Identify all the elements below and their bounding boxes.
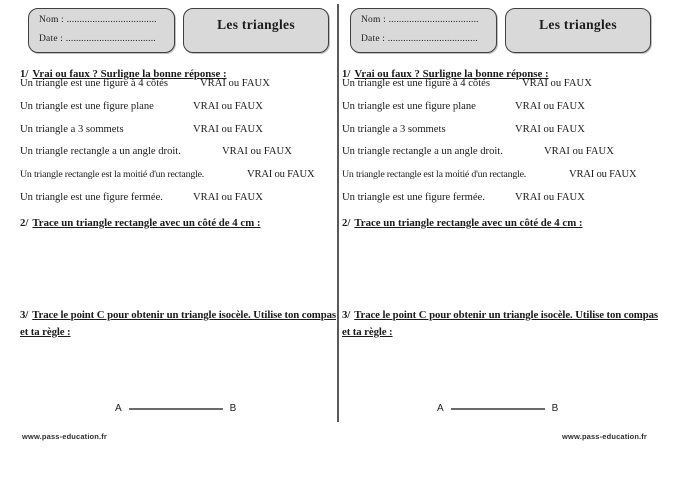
segment-line [451, 408, 545, 410]
worksheet-title: Les triangles [539, 17, 617, 32]
true-false-list [20, 78, 338, 215]
section3-number: 3/ [20, 309, 29, 321]
section3-number: 3/ [342, 309, 351, 321]
footer-url: www.pass-education.fr [22, 432, 107, 441]
name-date-box [350, 8, 497, 53]
footer-url: www.pass-education.fr [562, 432, 647, 441]
point-b-label: B [551, 403, 559, 414]
true-false-row [20, 192, 338, 215]
statement-text: Un triangle est une figure fermée. [20, 191, 163, 203]
worksheet-title-box [183, 8, 329, 53]
true-false-row [20, 169, 338, 192]
section2-heading [342, 215, 582, 232]
vrai-faux-answer: VRAI ou FAUX [515, 191, 585, 203]
vrai-faux-answer: VRAI ou FAUX [515, 100, 585, 112]
true-false-row [342, 101, 660, 124]
section1-heading-text: Vrai ou faux ? Surligne la bonne réponse : [354, 68, 549, 80]
name-label: Nom : ................................... [39, 15, 157, 25]
name-label: Nom : ................................... [361, 15, 479, 25]
section1-number: 1/ [342, 68, 351, 80]
section2-number: 2/ [20, 217, 29, 229]
segment-ab [115, 403, 236, 414]
date-label: Date : ................................... [361, 34, 478, 44]
true-false-row [342, 78, 660, 101]
statement-text: Un triangle a 3 sommets [342, 123, 446, 135]
section2-heading-text: Trace un triangle rectangle avec un côté de 4 cm : [32, 217, 261, 229]
column-divider-line [337, 4, 339, 422]
statement-text: Un triangle est une figure à 4 côtés [342, 78, 490, 89]
section2-number: 2/ [342, 217, 351, 229]
statement-text: Un triangle rectangle est la moitié d'un rectangle. [342, 169, 527, 181]
statement-text: Un triangle rectangle a un angle droit. [342, 146, 503, 158]
true-false-row [20, 101, 338, 124]
worksheet-title-box [505, 8, 651, 53]
statement-text: Un triangle a 3 sommets [20, 123, 124, 135]
segment-ab [437, 403, 558, 414]
statement-text: Un triangle est une figure plane [20, 100, 154, 112]
section3-heading-text: Trace le point C pour obtenir un triangle isocèle. Utilise ton compas et ta règle : [342, 309, 658, 338]
vrai-faux-answer: VRAI ou FAUX [544, 146, 614, 158]
section1-heading-text: Vrai ou faux ? Surligne la bonne réponse : [32, 68, 227, 80]
statement-text: Un triangle est une figure fermée. [342, 191, 485, 203]
name-date-box [28, 8, 175, 53]
vrai-faux-answer: VRAI ou FAUX [569, 169, 637, 181]
statement-text: Un triangle rectangle est la moitié d'un rectangle. [20, 169, 205, 181]
true-false-row [342, 169, 660, 192]
section3-heading-text: Trace le point C pour obtenir un triangle isocèle. Utilise ton compas et ta règle : [20, 309, 336, 338]
worksheet-column-right [342, 0, 660, 480]
vrai-faux-answer: VRAI ou FAUX [193, 191, 263, 203]
true-false-row [20, 124, 338, 147]
date-label: Date : ................................... [39, 34, 156, 44]
worksheet-column-left [20, 0, 338, 480]
statement-text: Un triangle rectangle a un angle droit. [20, 146, 181, 158]
point-b-label: B [229, 403, 237, 414]
true-false-row [342, 146, 660, 169]
section3-heading [342, 307, 659, 340]
vrai-faux-answer: VRAI ou FAUX [193, 123, 263, 135]
true-false-row [342, 192, 660, 215]
true-false-list [342, 78, 660, 215]
vrai-faux-answer: VRAI ou FAUX [522, 78, 592, 89]
statement-text: Un triangle est une figure à 4 côtés [20, 78, 168, 89]
vrai-faux-answer: VRAI ou FAUX [515, 123, 585, 135]
point-a-label: A [115, 403, 122, 414]
vrai-faux-answer: VRAI ou FAUX [247, 169, 315, 181]
statement-text: Un triangle est une figure plane [342, 100, 476, 112]
point-a-label: A [437, 403, 444, 414]
vrai-faux-answer: VRAI ou FAUX [200, 78, 270, 89]
section2-heading [20, 215, 260, 232]
vrai-faux-answer: VRAI ou FAUX [222, 146, 292, 158]
section3-heading [20, 307, 337, 340]
section1-number: 1/ [20, 68, 29, 80]
true-false-row [20, 146, 338, 169]
worksheet-title: Les triangles [217, 17, 295, 32]
section2-heading-text: Trace un triangle rectangle avec un côté de 4 cm : [354, 217, 583, 229]
vrai-faux-answer: VRAI ou FAUX [193, 100, 263, 112]
true-false-row [20, 78, 338, 101]
true-false-row [342, 124, 660, 147]
segment-line [129, 408, 223, 410]
